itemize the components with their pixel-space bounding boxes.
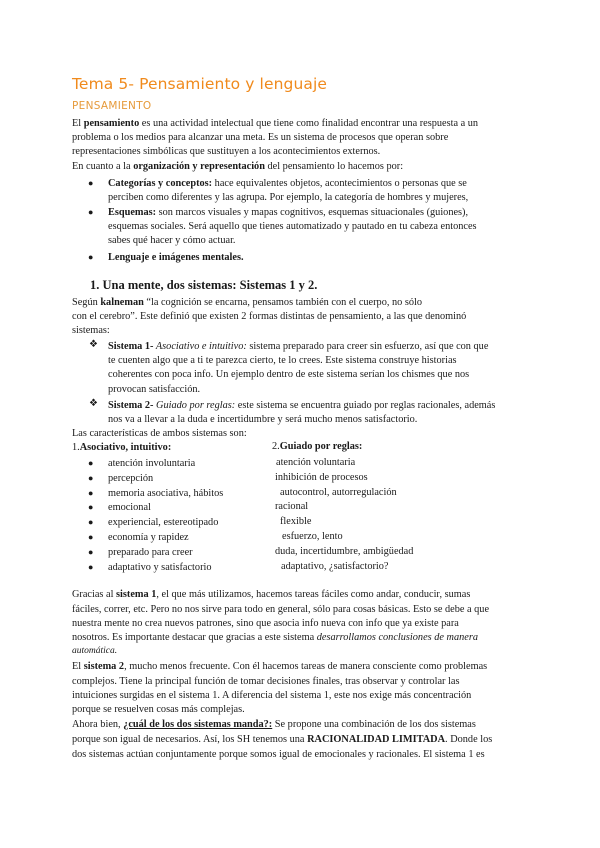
para3-line-3: dos sistemas actúan conjuntamente porque somos igual de emocionales y racionales. El sistema 1 es [72,749,485,760]
para1-line-4: nosotros. Es importante destacar que gracias a este sistema desarrollamos conclusiones de manera [72,632,478,643]
bullet-esquemas-cont: sabes qué hacer y cómo actuar. [108,235,236,246]
bullet-esquemas-cont: esquemas sociales. Será aquello que tienes automatizado y pautado en tu cabeza entonces [108,221,477,232]
bullet-lenguaje: Lenguaje e imágenes mentales. [108,252,244,263]
characteristic-left-item: economía y rapidez [108,532,189,543]
bullet-icon: ● [88,252,94,262]
characteristic-right-item: racional [275,501,309,513]
characteristic-left-item: atención involuntaria [108,458,196,469]
para2-line-2: complejos. Tiene la principal función de tomar decisiones finales, tras observar y controlar las [72,676,460,687]
bullet-icon: ● [88,472,94,483]
diamond-bullet-icon: ❖ [89,398,98,409]
bullet-icon: ● [88,487,94,498]
bullet-icon: ● [88,178,94,188]
bullet-icon: ● [88,458,94,468]
bullet-esquemas: Esquemas: son marcos visuales y mapas cognitivos, esquemas situacionales (guiones), [108,207,469,218]
characteristic-right-item: inhibición de procesos [275,471,368,483]
sistema-1-line-2: te cuenten algo que a ti te parezca cierto, te lo crees. Este sistema construye historias [108,355,457,366]
characteristic-left-item: adaptativo y satisfactorio [108,561,212,573]
intro-line-2: problema o los medios para alcanzar una meta. Es un sistema de procesos que operan sobre [72,132,449,143]
para2-line-3: intuiciones surgidas en el sistema 1. A diferencia del sistema 1, este nos exige más concentración [72,690,472,701]
characteristic-right-item: adaptativo, ¿satisfactorio? [281,560,389,572]
para2-line-1: El sistema 2, mucho menos frecuente. Con él hacemos tareas de manera consciente como problemas [72,661,488,672]
characteristics-intro: Las características de ambos sistemas son: [72,428,247,439]
sistema-1-line-3: coherentes con poca info. Un ejemplo dentro de este sistema serían los chismes que nos [108,369,470,380]
characteristic-right-item: autocontrol, autorregulación [280,486,397,498]
para1-line-2: fáciles, correr, etc. Pero no nos sirve para todo en general, sólo para cosas básicas. Esto se debe a que [72,604,490,615]
intro-line-4: En cuanto a la organización y representación del pensamiento lo hacemos por: [72,161,404,172]
page-title: Tema 5- Pensamiento y lenguaje [72,75,328,93]
characteristic-left-item: experiencial, estereotipado [108,517,219,529]
bullet-categorias-cont: perciben como diferentes y las agrupa. Por ejemplo, la categoría de hombres y mujeres, [108,192,469,203]
sistema-2-line-2: nos va a llevar a la duda e incertidumbre y será mucho menos satisfactorio. [108,414,418,425]
sistema-2-line-1: Sistema 2- Guiado por reglas: este sistema se encuentra guiado por reglas racionales, además [108,400,496,411]
kahneman-line-2: con el cerebro”. Este definió que existen 2 formas distintas de pensamiento, a las que denominó [72,311,467,322]
kahneman-line-1: Según kalneman “la cognición se encarna, pensamos también con el cuerpo, no sólo [72,297,423,308]
characteristic-right-item: duda, incertidumbre, ambigüedad [275,545,414,557]
subheading-sistemas: 1. Una mente, dos sistemas: Sistemas 1 y 2. [90,278,318,292]
para3-line-1: Ahora bien, ¿cuál de los dos sistemas manda?: Se propone una combinación de los dos sistemas [72,719,476,730]
bullet-icon: ● [88,561,94,572]
bullet-categorias: Categorías y conceptos: hace equivalentes objetos, acontecimientos o personas que se [108,178,467,189]
diamond-bullet-icon: ❖ [89,339,98,350]
column-header-right: 2.Guiado por reglas: [272,441,363,452]
bullet-icon: ● [88,517,94,528]
sistema-1-line-1: Sistema 1- Asociativo e intuitivo: sistema preparado para creer sin esfuerzo, así que con que [108,341,489,352]
characteristic-left-item: emocional [108,502,151,514]
para1-line-3: nuestra mente no crea nuevos patrones, sino que asocia info nueva con info que ya existe para [72,618,459,629]
intro-line-3: representaciones simbólicas que sustituyen a los acontecimientos externos. [72,146,381,157]
bullet-icon: ● [88,502,94,513]
para3-line-2: porque son igual de necesarios. Así, los SH tenemos una RACIONALIDAD LIMITADA. Donde los [72,734,493,745]
characteristic-left-item: preparado para creer [108,546,193,558]
characteristic-right-item: atención voluntaria [276,457,356,468]
para1-line-5: automática. [72,646,118,656]
bullet-icon: ● [88,546,94,557]
characteristic-right-item: flexible [280,516,312,528]
sistema-1-line-4: provocan satisfacción. [108,384,201,395]
characteristic-left-item: memoria asociativa, hábitos [108,487,224,499]
kahneman-line-3: sistemas: [72,325,110,336]
para1-line-1: Gracias al sistema 1, el que más utilizamos, hacemos tareas fáciles como andar, conducir, sumas [72,589,471,600]
section-heading: PENSAMIENTO [72,100,152,112]
bullet-icon: ● [88,207,94,217]
column-header-left: 1.Asociativo, intuitivo: [72,442,172,453]
characteristic-left-item: percepción [108,472,154,484]
para2-line-4: porque se resuelven cosas más complejas. [72,704,245,715]
characteristic-right-item: esfuerzo, lento [282,531,343,542]
intro-line-1: El pensamiento es una actividad intelectual que tiene como finalidad encontrar una respuesta a un [72,118,479,129]
bullet-icon: ● [88,532,94,542]
